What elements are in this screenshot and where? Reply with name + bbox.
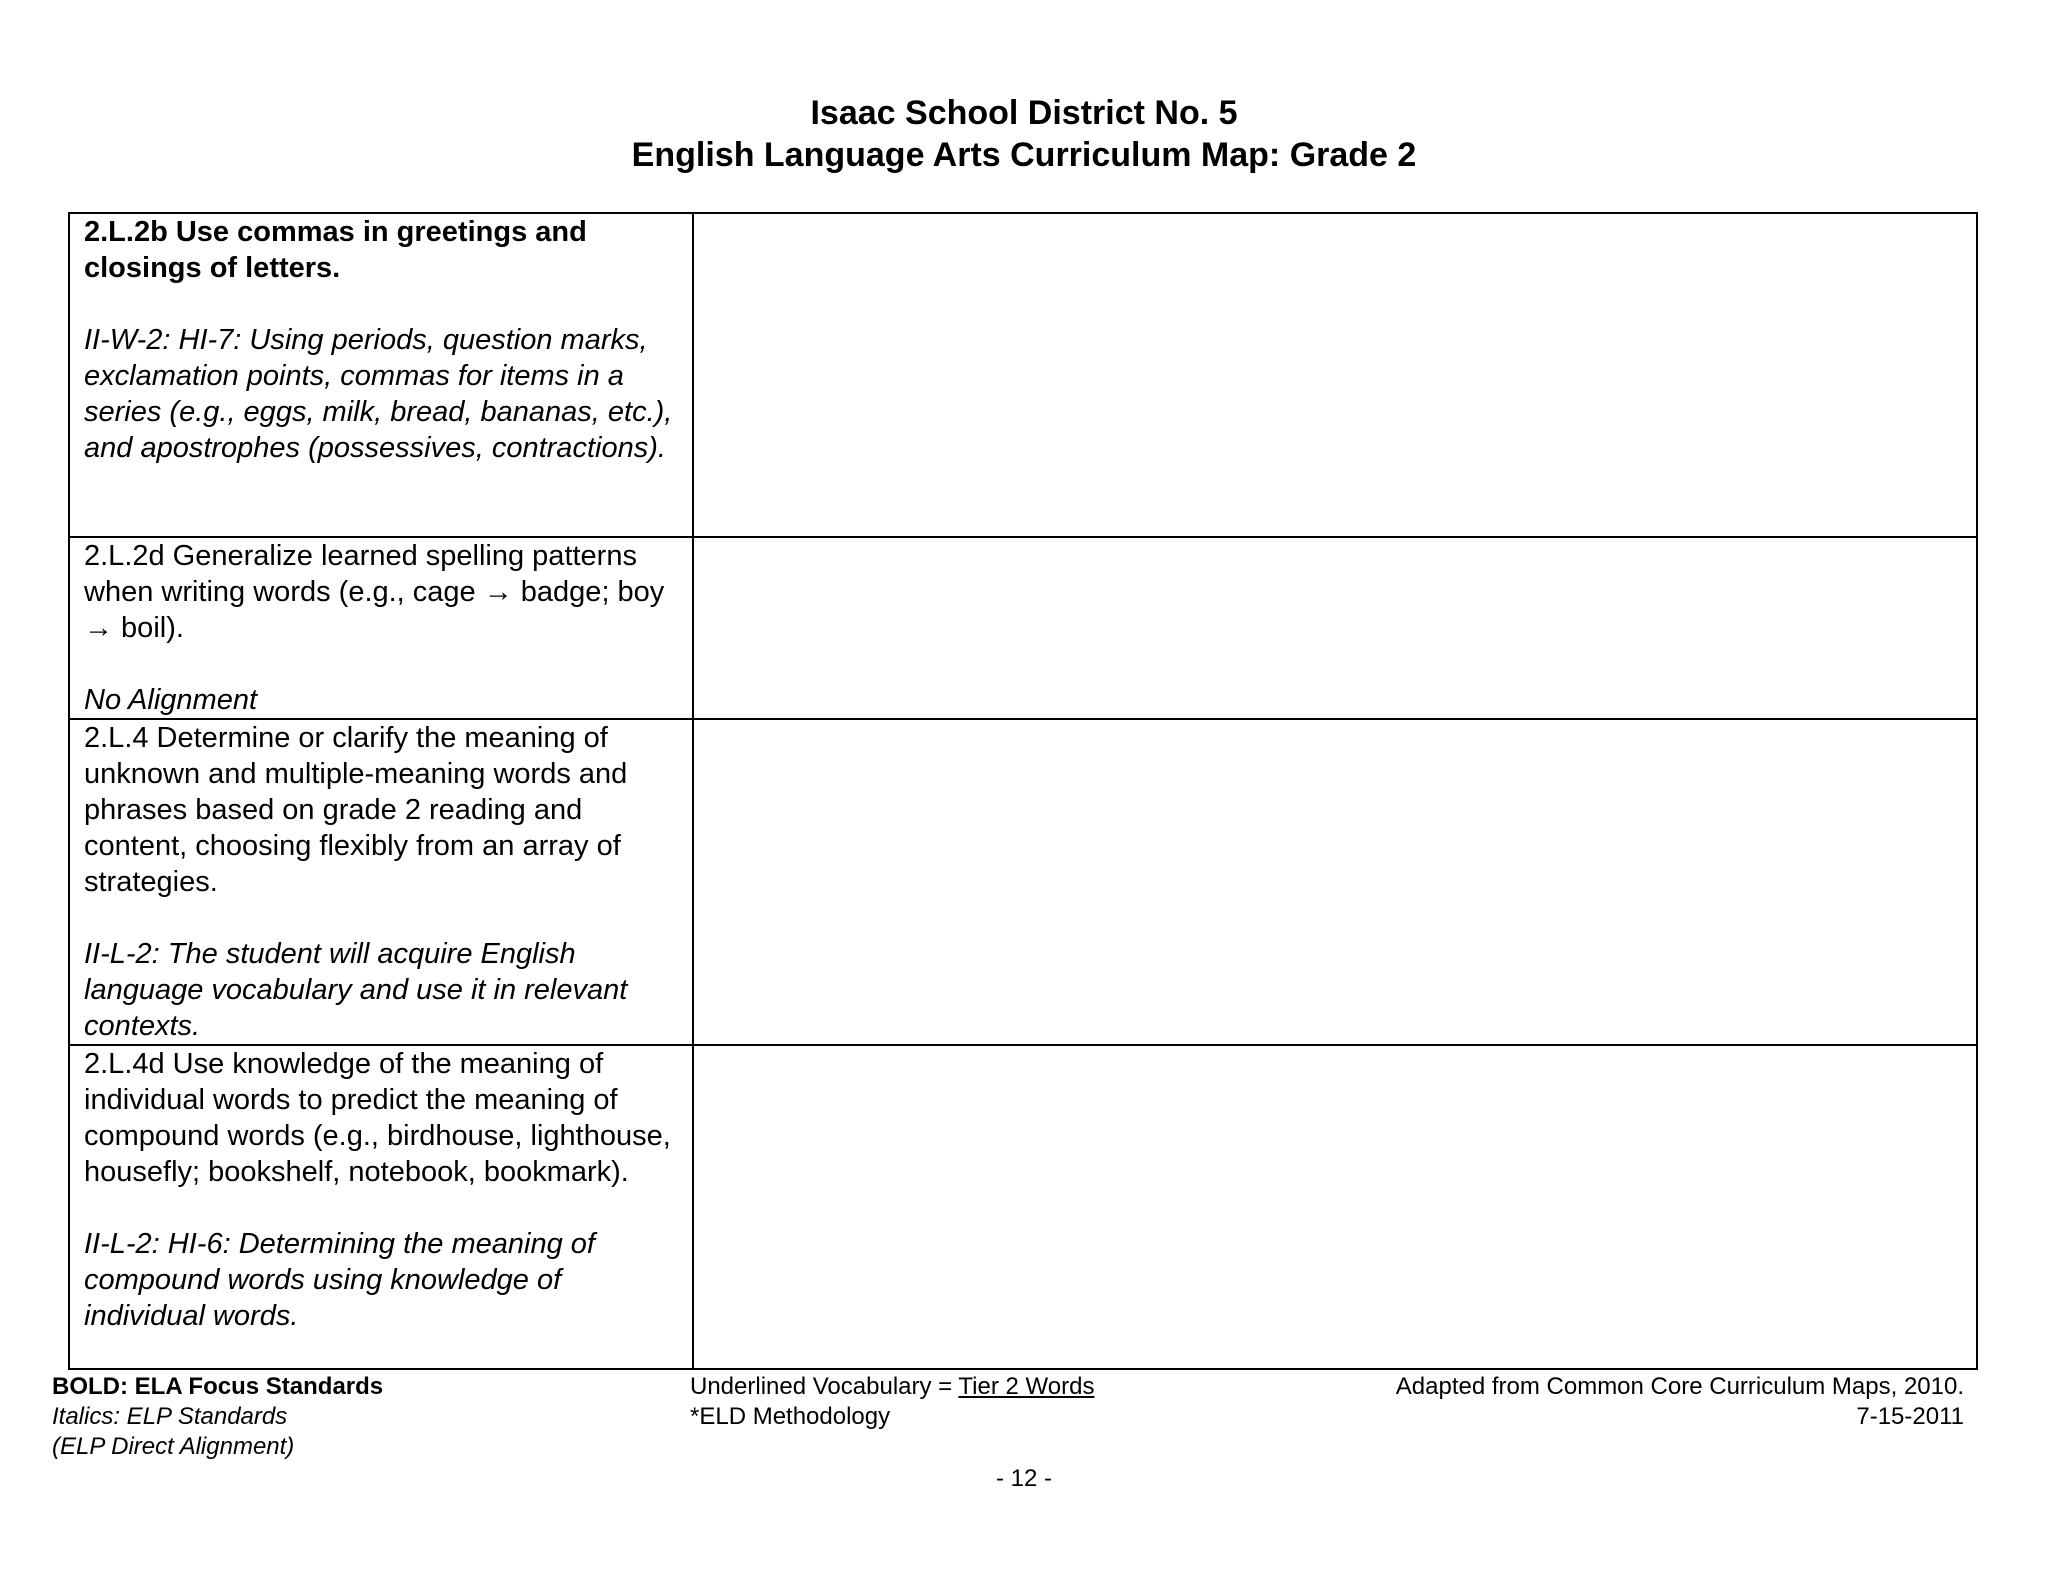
standard-cell [69,1045,693,1369]
adapted-from: Adapted from Common Core Curriculum Maps, 2010. [1395,1373,1964,1400]
table-row [69,1045,1977,1369]
vocab-tier2: Tier 2 Words [958,1373,1095,1400]
standard-cell [69,213,693,537]
table-row [69,537,1977,719]
activities-cell [693,213,1977,537]
elp-text: No Alignment [84,684,258,716]
elp-text: II-L-2: HI-6: Determining the meaning of compound words using knowledge of individual words. [84,1228,595,1332]
activities-cell [693,719,1977,1045]
legend-italics: Italics: ELP Standards [52,1403,288,1430]
revision-date: 7-15-2011 [1856,1403,1964,1430]
district-title: Isaac School District No. 5 [810,94,1238,132]
legend-direct-alignment: (ELP Direct Alignment) [52,1433,295,1460]
table-row [69,719,1977,1045]
activities-cell [693,1045,1977,1369]
footer-vocabulary [690,1372,1094,1432]
document-header [0,92,2048,176]
standard-cell [69,719,693,1045]
page-number: - 12 - [995,1465,1052,1492]
standard-text: 2.L.2b Use commas in greetings and closings of letters. [84,216,587,284]
activities-cell [693,537,1977,719]
curriculum-table [68,212,1978,1370]
standard-text: 2.L.2d Generalize learned spelling patterns when writing words (e.g., cage → badge; boy → boil). [84,540,665,644]
standard-text: 2.L.4d Use knowledge of the meaning of individual words to predict the meaning of compound words (e.g., birdhouse, lighthouse, housefly; bookshelf, notebook, bookmark). [84,1048,671,1188]
vocab-prefix: Underlined Vocabulary = [690,1373,959,1400]
curriculum-title: English Language Arts Curriculum Map: Grade 2 [631,136,1417,174]
elp-text: II-L-2: The student will acquire English language vocabulary and use it in relevant contexts. [84,938,628,1042]
eld-methodology: *ELD Methodology [690,1403,891,1430]
elp-text: II-W-2: HI-7: Using periods, question marks, exclamation points, commas for items in a series (e.g., eggs, milk, bread, bananas, etc.), and apostrophes (possessives, contractions). [84,324,673,464]
table-row [69,213,1977,537]
legend-bold: BOLD: ELA Focus Standards [52,1373,384,1400]
footer-source [1396,1372,1964,1432]
standard-cell [69,537,693,719]
vocab-legend [690,1372,1094,1402]
standard-text: 2.L.4 Determine or clarify the meaning of unknown and multiple-meaning words and phrases based on grade 2 reading and content, choosing flexibly from an array of strategies. [84,722,628,898]
footer-legend [52,1372,383,1462]
